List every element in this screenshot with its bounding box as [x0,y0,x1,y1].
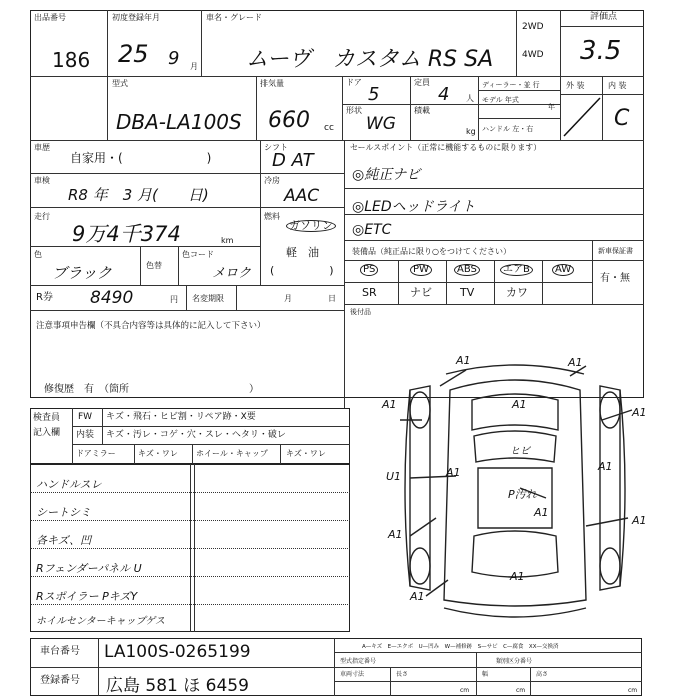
seats: 4 [438,84,450,105]
equip-leather: カワ [506,286,528,299]
title-label: 名変期限 [192,294,224,303]
color-code: メロク [212,266,252,281]
drive-4wd: 4WD [522,50,544,60]
equip-pw: PW [410,264,432,276]
inspection: R8 年 3 月( 日) [68,186,209,204]
dim-class-no: 類別区分番号 [496,658,533,665]
cm-2: cm [516,687,526,694]
hw-note-5: Rスポイラー PキズY [36,590,138,603]
sales-item-3: ◎ETC [352,222,392,238]
chassis-label: 車台番号 [40,646,80,657]
handle-label: ハンドル 左・右 [482,125,534,133]
repair-history: 修復歴 有 （箇所 ） [44,384,259,395]
sales-item-2: ◎LEDヘッドライト [352,199,476,215]
cm-1: cm [460,687,470,694]
fuel-gas [286,220,336,232]
hw-note-4: Rフェンダーパネル U [36,562,142,575]
int-label-grid: 内装 [76,430,95,440]
shift: D AT [272,150,314,171]
fuel-paren: ( ) [270,264,334,277]
inspector-label-2: 記入欄 [33,428,61,438]
equip-abs: ABS [454,264,480,276]
equip-airb: エアB [500,264,533,276]
lot-no: 186 [52,48,91,72]
mark-a1-right-door: A1 [598,460,613,473]
equip-navi: ナビ [410,286,432,299]
dim-width: 幅 [482,671,489,678]
mark-a1-front-left: A1 [456,354,471,367]
hw-note-3: 各キズ、凹 [36,534,92,547]
load-label: 積載 [414,106,430,115]
mark-a1-bottom-left: A1 [410,590,425,603]
warranty: 有・無 [600,273,630,284]
rating-label: 評価点 [590,12,618,22]
drive-2wd: 2WD [522,22,544,32]
shift-label: シフト [264,143,288,152]
door-mirror-items: キズ・ワレ [138,449,178,458]
first-reg-month: 9 [168,48,180,69]
day-label: 日 [328,294,336,303]
month-suffix: 月 [190,62,198,71]
color-label: 色 [34,250,42,259]
displacement: 660 [268,108,310,133]
cm-3: cm [628,687,638,694]
new-car-label: 新車保証書 [598,247,633,255]
equip-sr: SR [362,286,377,299]
int-label: 内 装 [608,81,627,90]
km-label: km [221,236,234,245]
model-year-label: モデル 年式 [482,96,519,104]
mileage: 9万4千374 [72,222,181,246]
usage-label: 車歴 [34,143,50,152]
mark-a1-left-door: A1 [446,466,461,479]
dim-length: 長さ [396,671,409,678]
mark-a1-hood: A1 [512,398,527,411]
mark-u1-left: U1 [386,470,402,483]
sales-item-1: ◎純正ナビ [352,167,421,183]
usage: 自家用・( ) [70,151,212,165]
seats-label: 定員 [414,78,430,87]
mark-a1-left-front: A1 [382,398,397,411]
color-code-label: 色コード [182,250,214,259]
seats-unit: 人 [466,94,474,103]
kg-label: kg [466,127,476,136]
lot-no-label: 出品番号 [34,13,66,22]
displacement-label: 排気量 [260,79,284,88]
inspector-label-1: 検査員 [33,413,61,423]
mark-crack-windshield: ヒビ [510,446,530,457]
fuel-gas-circled: ガソリン [286,220,336,232]
sales-label: セールスポイント（正常に機能するものに限ります） [350,143,542,152]
mark-p-stain: P汚れ [508,488,537,501]
model: DBA-LA100S [116,110,242,134]
shape: WG [366,114,396,134]
int-items: キズ・汚レ・コゲ・穴・スレ・ヘタリ・破レ [106,430,286,440]
dim-vehicle: 車両寸法 [340,671,365,678]
mark-a1-right-front: A1 [632,406,647,419]
yen-label: 円 [170,295,178,304]
plate-label: 登録番号 [40,675,80,686]
doors-label: ドア [346,78,362,87]
recycle: 8490 [90,288,134,308]
dim-height: 高さ [536,671,549,678]
dim-model-designation: 型式指定番号 [340,658,377,665]
notes-label: 注意事項申告欄（不具合内容等は具体的に記入して下さい） [36,321,266,331]
first-reg-year: 25 [118,40,149,68]
equip-tv: TV [460,286,475,299]
int-grade: C [614,106,630,131]
equip-aw: AW [552,264,574,276]
hw-note-6: ホイルセンターキャップゲス [36,616,165,627]
mileage-label: 走行 [34,212,50,221]
mark-a1-right-rear: A1 [632,514,647,527]
hw-note-1: ハンドルスレ [36,478,102,491]
equipment-label: 装備品（純正品に限り○をつけてください） [352,247,511,256]
recolor-label: 色替 [146,261,162,270]
doors: 5 [368,84,380,105]
shape-label: 形状 [346,106,362,115]
fuel-light: 軽 油 [286,246,319,259]
first-reg-label: 初度登録年月 [112,13,160,22]
mark-a1-roof: A1 [534,506,549,519]
plate: 広島 581 ほ 6459 [106,676,249,696]
door-mirror-label: ドアミラー [76,449,116,458]
name-grade-label: 車名・グレード [206,13,262,22]
chassis: LA100S-0265199 [104,642,251,662]
mark-a1-front-right: A1 [568,356,583,369]
hw-note-2: シートシミ [36,506,91,519]
wheel-label: ホイール・キャップ [196,449,268,458]
recycle-label: R券 [36,292,53,303]
ext-grade-slash [560,94,602,140]
mark-a1-rear: A1 [510,570,525,583]
mark-a1-left-rear: A1 [388,528,403,541]
year-unit: 年 [548,103,555,111]
wheel-items: キズ・ワレ [286,449,326,458]
fw-items: キズ・飛石・ヒビ割・リペア跡・X要 [106,412,256,422]
color: ブラック [52,264,112,282]
cc-label: cc [324,123,334,133]
inspection-label: 車検 [34,176,50,185]
equip-ps: PS [360,264,378,276]
ext-label: 外 装 [566,81,585,90]
name-grade: ムーヴ カスタム RS SA [246,47,494,72]
rating: 3.5 [580,36,622,66]
fw-label: FW [78,412,93,422]
dealer-label: ディーラー・並 行 [482,81,540,89]
after-label: 後付品 [350,308,371,316]
fuel-label: 燃料 [264,212,280,221]
diagram-legend: A—キズ E—エクボ U—凹み W—補修跡 S—サビ C—腐食 XX—交換済 [362,644,559,650]
model-label: 型式 [112,79,128,88]
month-label: 月 [284,294,292,303]
ac: AAC [284,186,320,206]
ac-label: 冷房 [264,176,280,185]
